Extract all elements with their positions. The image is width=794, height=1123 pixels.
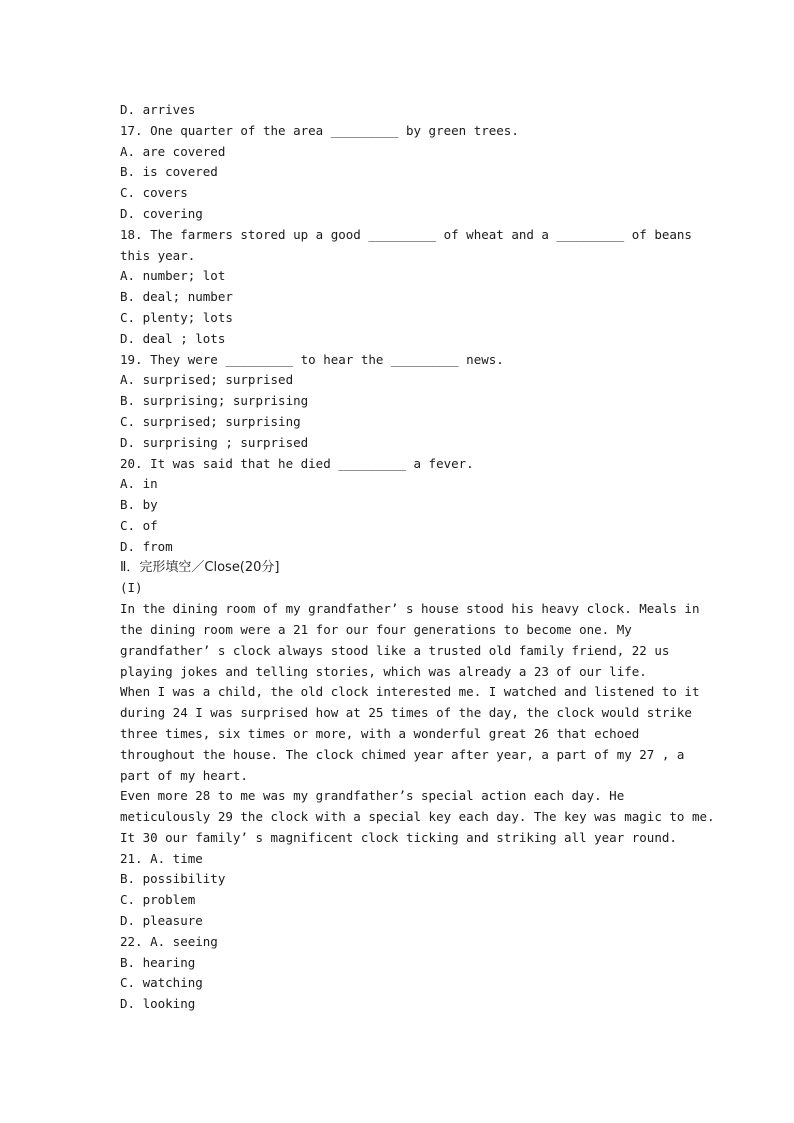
option-line: B. deal; number bbox=[120, 289, 233, 305]
option-line: B. hearing bbox=[120, 954, 196, 970]
option-line: C. covers bbox=[120, 185, 188, 201]
passage-line: Even more 28 to me was my grandfather’s special action each day. He bbox=[120, 788, 625, 804]
passage-line: playing jokes and telling stories, which was already a 23 of our life. bbox=[120, 663, 647, 679]
option-line: A. are covered bbox=[120, 143, 226, 159]
option-line: B. by bbox=[120, 497, 158, 513]
passage-line: part of my heart. bbox=[120, 767, 248, 783]
option-line: C. surprised; surprising bbox=[120, 413, 301, 429]
document-content bbox=[120, 100, 715, 1015]
option-line: B. possibility bbox=[120, 871, 226, 887]
option-line: A. surprised; surprised bbox=[120, 372, 294, 388]
question-17: 17. One quarter of the area _________ by green trees. bbox=[120, 122, 519, 138]
passage-label: (I) bbox=[120, 580, 143, 596]
passage-line: during 24 I was surprised how at 25 times of the day, the clock would strike bbox=[120, 705, 692, 721]
option-line: D. surprising ; surprised bbox=[120, 434, 309, 450]
option-line: D. from bbox=[120, 538, 173, 554]
option-line: D. deal ; lots bbox=[120, 330, 226, 346]
question-21: 21. A. time bbox=[120, 850, 203, 866]
question-18: 18. The farmers stored up a good _________ of wheat and a _________ of beans bbox=[120, 226, 692, 242]
option-line: A. number; lot bbox=[120, 268, 226, 284]
option-line: C. watching bbox=[120, 975, 203, 991]
option-line: D. looking bbox=[120, 996, 196, 1012]
passage-line: the dining room were a 21 for our four generations to become one. My bbox=[120, 621, 632, 637]
question-20: 20. It was said that he died _________ a fever. bbox=[120, 455, 474, 471]
question-18-continued: this year. bbox=[120, 247, 196, 263]
passage-line: throughout the house. The clock chimed year after year, a part of my 27 , a bbox=[120, 746, 685, 762]
option-line: C. plenty; lots bbox=[120, 309, 233, 325]
passage-line: In the dining room of my grandfather’ s house stood his heavy clock. Meals in bbox=[120, 601, 700, 617]
option-line: A. in bbox=[120, 476, 158, 492]
passage-line: It 30 our family’ s magnificent clock ticking and striking all year round. bbox=[120, 829, 677, 845]
option-line: C. of bbox=[120, 517, 158, 533]
passage-line: grandfather’ s clock always stood like a trusted old family friend, 22 us bbox=[120, 642, 670, 658]
question-22: 22. A. seeing bbox=[120, 933, 218, 949]
passage-line: meticulously 29 the clock with a special key each day. The key was magic to me. bbox=[120, 809, 715, 825]
passage-line: When I was a child, the old clock interested me. I watched and listened to it bbox=[120, 684, 700, 700]
option-line: D. arrives bbox=[120, 102, 196, 117]
option-line: B. is covered bbox=[120, 164, 218, 180]
passage-line: three times, six times or more, with a wonderful great 26 that echoed bbox=[120, 725, 640, 741]
option-line: B. surprising; surprising bbox=[120, 393, 309, 409]
option-line: D. pleasure bbox=[120, 913, 203, 929]
option-line: D. covering bbox=[120, 205, 203, 221]
question-19: 19. They were _________ to hear the _________ news. bbox=[120, 351, 504, 367]
section-heading: Ⅱ．完形填空／Close(20分] bbox=[120, 559, 280, 575]
option-line: C. problem bbox=[120, 892, 196, 908]
